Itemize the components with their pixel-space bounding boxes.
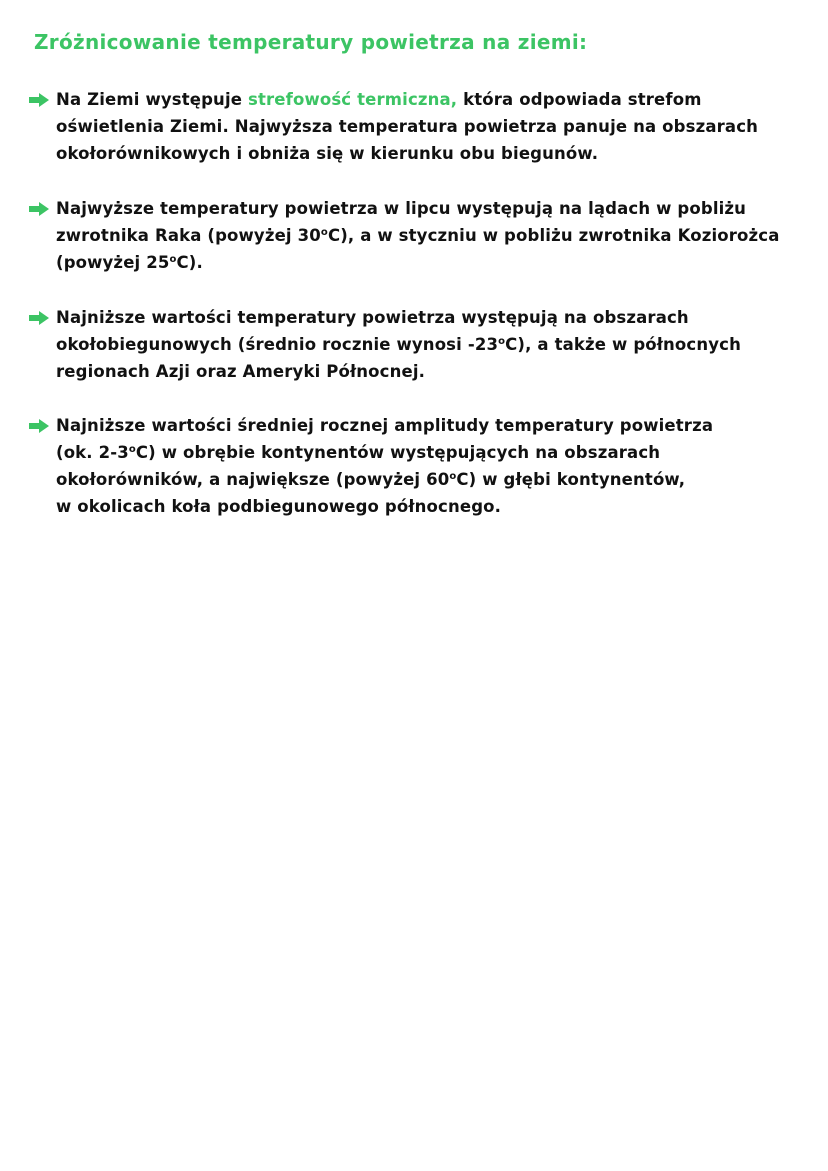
text-line: Najniższe wartości średniej rocznej amplitudy temperatury powietrza (56, 416, 714, 435)
bullet-text (56, 86, 798, 167)
text-line: (ok. 2-3$^o$C) w obrębie kontynentów występujących na obszarach (56, 443, 661, 462)
text-line: Na Ziemi występuje strefowość termiczna, która odpowiada strefom (56, 90, 702, 109)
text-line: zwrotnika Raka (powyżej 30$^o$C), a w styczniu w pobliżu zwrotnika Koziorożca (56, 226, 780, 245)
arrow-right-icon (28, 412, 56, 439)
text-line: okołobiegunowych (średnio rocznie wynosi -23$^o$C), a także w północnych (56, 335, 741, 354)
text-line: (powyżej 25$^o$C). (56, 253, 203, 272)
bullet-item (28, 195, 798, 276)
text-line: Najwyższe temperatury powietrza w lipcu występują na lądach w pobliżu (56, 199, 747, 218)
degree-sign: o (169, 254, 177, 265)
text-line: Najniższe wartości temperatury powietrza występują na obszarach (56, 308, 689, 327)
arrow-right-icon (28, 86, 56, 113)
highlighted-term: strefowość termiczna, (248, 90, 458, 109)
text-line: w okolicach koła podbiegunowego północnego. (56, 497, 502, 516)
text-line: regionach Azji oraz Ameryki Północnej. (56, 362, 426, 381)
text-line: oświetlenia Ziemi. Najwyższa temperatura powietrza panuje na obszarach (56, 117, 759, 136)
bullet-item (28, 86, 798, 167)
degree-sign: o (128, 444, 136, 455)
bullet-text (56, 195, 798, 276)
bullet-item (28, 304, 798, 385)
page-title: Zróżnicowanie temperatury powietrza na ziemi: (34, 30, 588, 54)
degree-sign: o (449, 471, 457, 482)
text-line: okołorównikowych i obniża się w kierunku obu biegunów. (56, 144, 599, 163)
arrow-right-icon (28, 304, 56, 331)
bullet-text (56, 304, 798, 385)
degree-sign: o (320, 227, 328, 238)
degree-sign: o (498, 336, 506, 347)
arrow-right-icon (28, 195, 56, 222)
text-line: okołorówników, a największe (powyżej 60$^o$C) w głębi kontynentów, (56, 470, 686, 489)
bullet-text (56, 412, 798, 520)
bullet-item (28, 412, 798, 520)
